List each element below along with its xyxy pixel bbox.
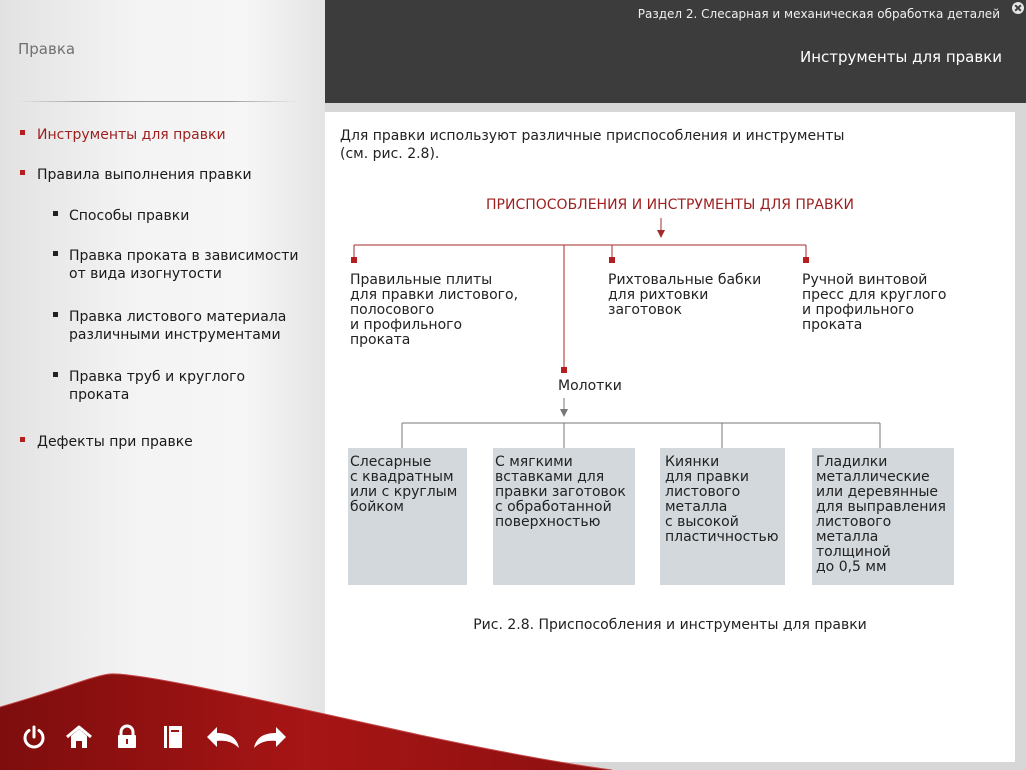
box-line: вставками для bbox=[495, 469, 605, 485]
branch-line: и профильного bbox=[350, 317, 463, 333]
menu-item-pipes[interactable] bbox=[69, 368, 245, 404]
menu-item-label-line: от вида изогнутости bbox=[69, 266, 222, 282]
box-line: толщиной bbox=[816, 544, 891, 560]
forward-icon bbox=[251, 724, 289, 750]
menu-item-label-line: Правка проката в зависимости bbox=[69, 248, 299, 264]
content-panel bbox=[325, 112, 1015, 762]
menu-item-sheet-material[interactable] bbox=[69, 308, 286, 344]
box-line: бойком bbox=[350, 499, 404, 515]
box-line: поверхностью bbox=[495, 514, 601, 530]
menu-bullet bbox=[20, 437, 25, 442]
branch-line: полосового bbox=[350, 302, 435, 318]
menu-item-label-line: Правка листового материала bbox=[69, 309, 287, 325]
branch3-marker bbox=[803, 257, 809, 263]
branch-line: Правильные плиты bbox=[350, 272, 493, 288]
close-button[interactable] bbox=[1012, 2, 1024, 14]
box-line: до 0,5 мм bbox=[816, 559, 887, 575]
header bbox=[325, 0, 1026, 103]
branch-anvils bbox=[608, 273, 761, 318]
submenu-bullet bbox=[53, 372, 58, 377]
box-fitter-hammers bbox=[348, 448, 467, 585]
box-text bbox=[665, 455, 779, 545]
intro-line: Для правки используют различные приспособления и инструменты bbox=[340, 128, 845, 144]
branch-line: и профильного bbox=[802, 302, 915, 318]
branch-line: для рихтовки bbox=[608, 287, 709, 303]
branch-line: проката bbox=[350, 332, 411, 348]
box-line: с высокой bbox=[665, 514, 739, 530]
box-line: листового bbox=[665, 484, 741, 500]
branch-press bbox=[802, 273, 946, 333]
box-line: или с круглым bbox=[350, 484, 458, 500]
box-line: правки заготовок bbox=[495, 484, 626, 500]
box-text bbox=[816, 455, 946, 575]
home-icon bbox=[65, 724, 93, 750]
box-text bbox=[350, 455, 457, 515]
hammers-arrowhead bbox=[560, 409, 568, 417]
box-line: с обработанной bbox=[495, 499, 612, 515]
box-line: металлические bbox=[816, 469, 930, 485]
box-line: листового bbox=[816, 514, 892, 530]
power-button[interactable] bbox=[14, 715, 54, 759]
box-line: или деревянные bbox=[816, 484, 939, 500]
branch-line: пресс для круглого bbox=[802, 287, 947, 303]
box-line: для выправления bbox=[816, 499, 946, 515]
box-line: С мягкими bbox=[495, 454, 573, 470]
box-line: пластичностью bbox=[665, 529, 779, 545]
branch-line: заготовок bbox=[608, 302, 682, 318]
branch-line: Рихтовальные бабки bbox=[608, 272, 762, 288]
sidebar bbox=[0, 0, 325, 770]
menu-bullet bbox=[20, 170, 25, 175]
book-icon bbox=[161, 724, 185, 750]
menu-item-label-line: Правка труб и круглого bbox=[69, 369, 246, 385]
menu-item-rolled-steel[interactable] bbox=[69, 247, 299, 283]
box-line: Киянки bbox=[665, 454, 720, 470]
branch-plates bbox=[350, 273, 518, 348]
page-title: Инструменты для правки bbox=[799, 48, 1002, 66]
branch-line: для правки листового, bbox=[350, 287, 519, 303]
menu-item-defects[interactable]: Дефекты при правке bbox=[37, 434, 193, 450]
box-line: Слесарные bbox=[350, 454, 432, 470]
box-mallets bbox=[660, 448, 785, 585]
submenu-bullet bbox=[53, 211, 58, 216]
box-line: для правки bbox=[665, 469, 749, 485]
back-icon bbox=[204, 724, 242, 750]
section-title: Раздел 2. Слесарная и механическая обработка деталей bbox=[637, 7, 1000, 21]
hammers-label: Молотки bbox=[558, 378, 622, 394]
branch1-marker bbox=[351, 257, 357, 263]
menu-item-tools[interactable]: Инструменты для правки bbox=[37, 127, 226, 143]
box-smoothers bbox=[812, 448, 954, 585]
lock-button[interactable] bbox=[107, 715, 147, 759]
box-soft-insert-hammers bbox=[493, 448, 635, 585]
box-line: металла bbox=[816, 529, 879, 545]
box-text bbox=[495, 455, 626, 530]
hammers-marker bbox=[561, 367, 567, 373]
sidebar-divider bbox=[18, 101, 298, 102]
box-line: с квадратным bbox=[350, 469, 454, 485]
home-button[interactable] bbox=[59, 715, 99, 759]
sidebar-title: Правка bbox=[18, 40, 76, 58]
submenu-bullet bbox=[53, 312, 58, 317]
diagram-title: ПРИСПОСОБЛЕНИЯ И ИНСТРУМЕНТЫ ДЛЯ ПРАВКИ bbox=[486, 197, 854, 213]
power-icon bbox=[21, 724, 47, 750]
menu-bullet bbox=[20, 130, 25, 135]
contents-button[interactable] bbox=[153, 715, 193, 759]
branch-line: Ручной винтовой bbox=[802, 272, 928, 288]
submenu-bullet bbox=[53, 251, 58, 256]
diagram-connectors bbox=[325, 112, 1015, 762]
footer-toolbar bbox=[0, 715, 325, 759]
title-arrowhead bbox=[657, 230, 665, 238]
intro-line: (см. рис. 2.8). bbox=[340, 146, 440, 162]
lock-icon bbox=[116, 724, 138, 750]
branch-line: проката bbox=[802, 317, 863, 333]
menu-item-methods[interactable]: Способы правки bbox=[69, 208, 190, 224]
menu-item-label-line: различными инструментами bbox=[69, 327, 281, 343]
box-line: Гладилки bbox=[816, 454, 888, 470]
menu-item-label-line: проката bbox=[69, 387, 130, 403]
branch2-marker bbox=[609, 257, 615, 263]
box-line: металла bbox=[665, 499, 728, 515]
menu-item-rules[interactable]: Правила выполнения правки bbox=[37, 167, 252, 183]
forward-button[interactable] bbox=[250, 715, 290, 759]
figure-caption: Рис. 2.8. Приспособления и инструменты для правки bbox=[473, 617, 867, 633]
back-button[interactable] bbox=[203, 715, 243, 759]
